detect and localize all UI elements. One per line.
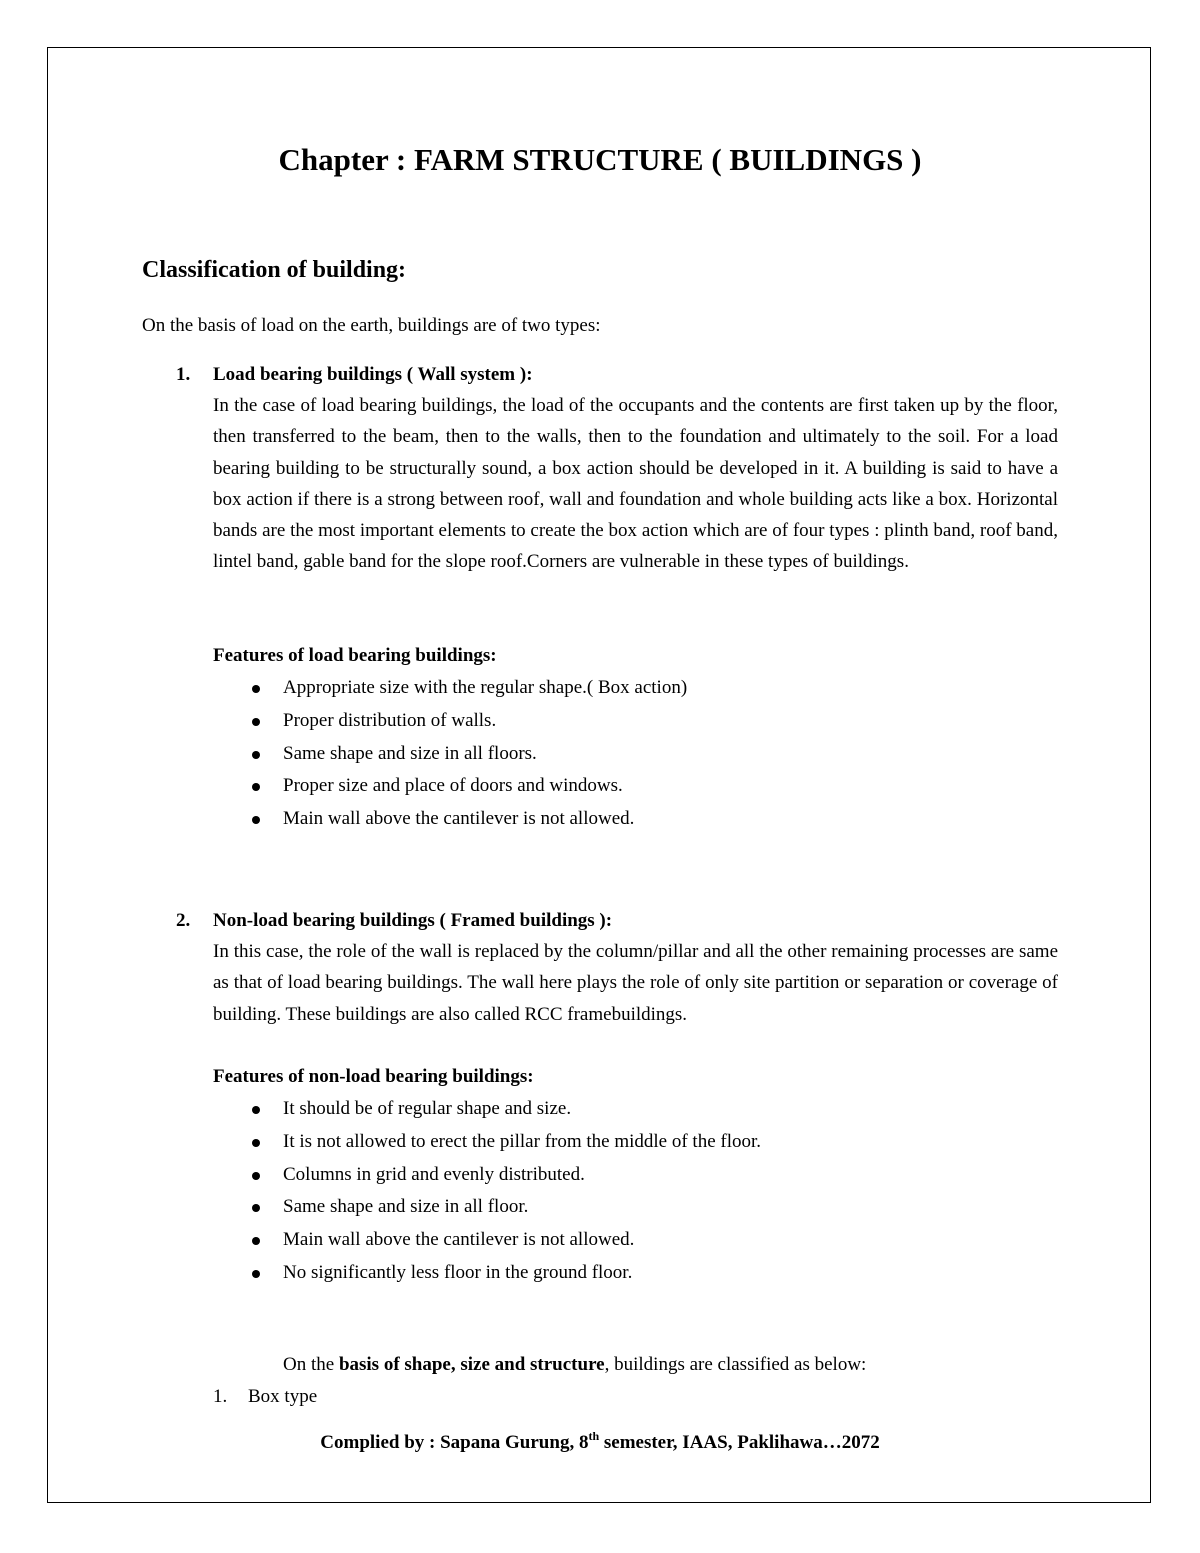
shape-intro: On the basis of shape, size and structure, buildings are classified as below:: [283, 1354, 867, 1375]
item-paragraph: In this case, the role of the wall is replaced by the column/pillar and all the other remaining processes are same as that of load bearing buildings. The wall here plays the role of only site partition or separation or coverage of building. These buildings are also called RCC framebuildings.: [213, 941, 1058, 1025]
bullet-icon: [252, 1237, 260, 1245]
item-heading: Load bearing buildings ( Wall system ):: [213, 364, 533, 385]
features-list: [0, 672, 1200, 836]
chapter-title: Chapter : FARM STRUCTURE ( BUILDINGS ): [278, 142, 922, 177]
features-list: [0, 1093, 1200, 1290]
features-heading: Features of non-load bearing buildings:: [213, 1066, 534, 1087]
bullet-icon: [252, 1139, 260, 1147]
bullet-icon: [252, 1204, 260, 1212]
features-heading: Features of load bearing buildings:: [213, 645, 497, 666]
bullet-icon: [252, 751, 260, 759]
list-item: Same shape and size in all floors.: [0, 738, 1200, 771]
bullet-icon: [252, 1172, 260, 1180]
bullet-icon: [252, 783, 260, 791]
list-item: Main wall above the cantilever is not allowed.: [0, 803, 1200, 836]
section-heading: Classification of building:: [142, 257, 407, 283]
shape-list-item: Box type: [248, 1386, 318, 1407]
list-item: Proper size and place of doors and windows.: [0, 770, 1200, 803]
list-item: Proper distribution of walls.: [0, 705, 1200, 738]
bullet-icon: [252, 1106, 260, 1114]
item-paragraph: In the case of load bearing buildings, the load of the occupants and the contents are first taken up by the floor, then transferred to the beam, then to the walls, then to the foundation and ultimately to the soil. For a load bearing building to be structurally sound, a box action should be developed in it. A building is said to have a box action if there is a strong between roof, wall and foundation and whole building acts like a box. Horizontal bands are the most important elements to create the box action which are of four types : plinth band, roof band, lintel band, gable band for the slope roof.Corners are vulnerable in these types of buildings.: [213, 395, 1058, 573]
bullet-icon: [252, 718, 260, 726]
bullet-icon: [252, 1270, 260, 1278]
list-item: It should be of regular shape and size.: [0, 1093, 1200, 1126]
bullet-icon: [252, 685, 260, 693]
bullet-icon: [252, 816, 260, 824]
list-item: No significantly less floor in the ground floor.: [0, 1257, 1200, 1290]
item-number: 1.: [176, 364, 191, 385]
item-number: 2.: [176, 910, 191, 931]
list-item: Appropriate size with the regular shape.( Box action): [0, 672, 1200, 705]
shape-list-number: 1.: [213, 1386, 228, 1407]
list-item: Same shape and size in all floor.: [0, 1191, 1200, 1224]
list-item: Columns in grid and evenly distributed.: [0, 1159, 1200, 1192]
footer-credit: Complied by : Sapana Gurung, 8th semester, IAAS, Paklihawa…2072: [320, 1429, 880, 1453]
intro-text: On the basis of load on the earth, buildings are of two types:: [142, 315, 601, 336]
list-item: It is not allowed to erect the pillar from the middle of the floor.: [0, 1126, 1200, 1159]
item-heading: Non-load bearing buildings ( Framed buildings ):: [213, 910, 613, 931]
list-item: Main wall above the cantilever is not allowed.: [0, 1224, 1200, 1257]
